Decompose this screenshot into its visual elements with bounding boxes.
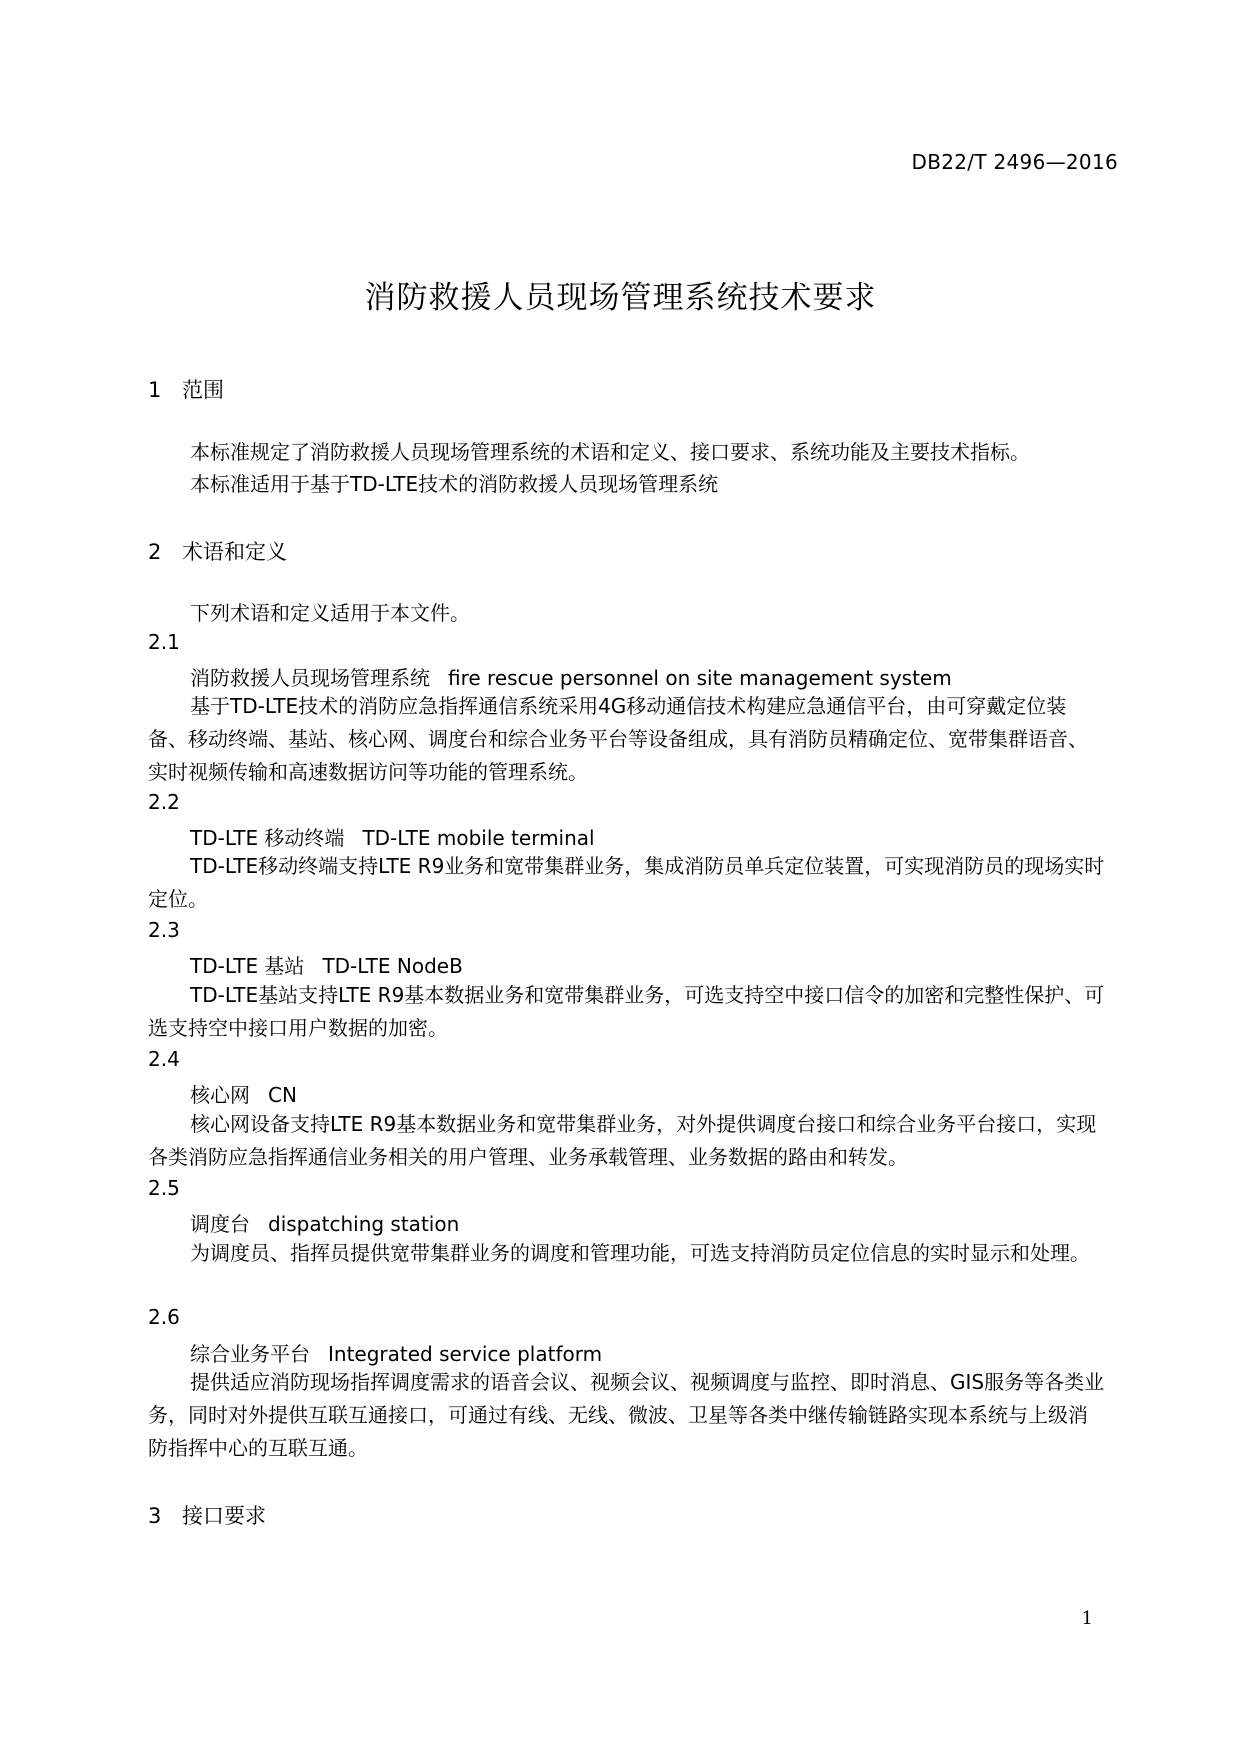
section-number: 2 — [148, 540, 162, 564]
term-entry — [190, 1338, 602, 1367]
term-zh: 核心网 — [190, 1083, 250, 1107]
paragraph: 本标准规定了消防救援人员现场管理系统的术语和定义、接口要求、系统功能及主要技术指标。 — [190, 440, 1030, 464]
term-zh: 综合业务平台 — [190, 1342, 310, 1366]
subclause-number: 2.1 — [148, 630, 180, 654]
term-definition: 提供适应消防现场指挥调度需求的语音会议、视频会议、视频调度与监控、即时消息、GIS服务等各类业务，同时对外提供互联互通接口，可通过有线、无线、微波、卫星等各类中继传输链路实现本系统与上级消防指挥中心的互联互通。 — [148, 1370, 1105, 1460]
section-title: 接口要求 — [182, 1504, 266, 1528]
term-entry — [190, 950, 463, 979]
subclause-number: 2.5 — [148, 1176, 180, 1200]
term-entry — [190, 822, 595, 851]
page-number: 1 — [1081, 1608, 1093, 1629]
term-zh: TD-LTE 移动终端 — [190, 826, 345, 850]
section-heading-scope — [148, 374, 224, 404]
section-heading-terms — [148, 536, 287, 566]
term-entry — [190, 1079, 297, 1108]
section-title: 范围 — [182, 378, 224, 402]
paragraph: 本标准适用于基于TD-LTE技术的消防救援人员现场管理系统 — [190, 472, 719, 496]
term-en: CN — [268, 1083, 297, 1107]
term-definition: 核心网设备支持LTE R9基本数据业务和宽带集群业务，对外提供调度台接口和综合业务平台接口，实现各类消防应急指挥通信业务相关的用户管理、业务承载管理、业务数据的路由和转发。 — [148, 1112, 1097, 1169]
term-entry — [190, 1208, 459, 1237]
term-zh: 消防救援人员现场管理系统 — [190, 666, 430, 690]
section-title: 术语和定义 — [182, 540, 287, 564]
term-entry — [190, 662, 952, 691]
term-definition: TD-LTE基站支持LTE R9基本数据业务和宽带集群业务，可选支持空中接口信令的加密和完整性保护、可选支持空中接口用户数据的加密。 — [148, 983, 1105, 1040]
term-definition: 为调度员、指挥员提供宽带集群业务的调度和管理功能，可选支持消防员定位信息的实时显示和处理。 — [190, 1241, 1090, 1265]
term-zh: 调度台 — [190, 1212, 250, 1236]
section-number: 3 — [148, 1504, 162, 1528]
section-number: 1 — [148, 378, 162, 402]
term-en: Integrated service platform — [328, 1342, 603, 1366]
term-zh: TD-LTE 基站 — [190, 954, 305, 978]
subclause-number: 2.6 — [148, 1305, 180, 1329]
subclause-number: 2.3 — [148, 918, 180, 942]
term-en: fire rescue personnel on site management system — [448, 666, 952, 690]
subclause-number: 2.4 — [148, 1047, 180, 1071]
subclause-number: 2.2 — [148, 790, 180, 814]
term-en: TD-LTE mobile terminal — [362, 826, 595, 850]
page-title: 消防救援人员现场管理系统技术要求 — [364, 280, 877, 316]
document-number: DB22/T 2496—2016 — [911, 150, 1118, 174]
term-definition: TD-LTE移动终端支持LTE R9业务和宽带集群业务，集成消防员单兵定位装置，可实现消防员的现场实时定位。 — [148, 854, 1105, 911]
term-en: dispatching station — [268, 1212, 460, 1236]
term-en: TD-LTE NodeB — [322, 954, 463, 978]
term-definition: 基于TD-LTE技术的消防应急指挥通信系统采用4G移动通信技术构建应急通信平台，由可穿戴定位装备、移动终端、基站、核心网、调度台和综合业务平台等设备组成，具有消防员精确定位、宽带集群语音、实时视频传输和高速数据访问等功能的管理系统。 — [148, 694, 1088, 784]
paragraph: 下列术语和定义适用于本文件。 — [190, 601, 470, 625]
section-heading-interface — [148, 1500, 266, 1530]
